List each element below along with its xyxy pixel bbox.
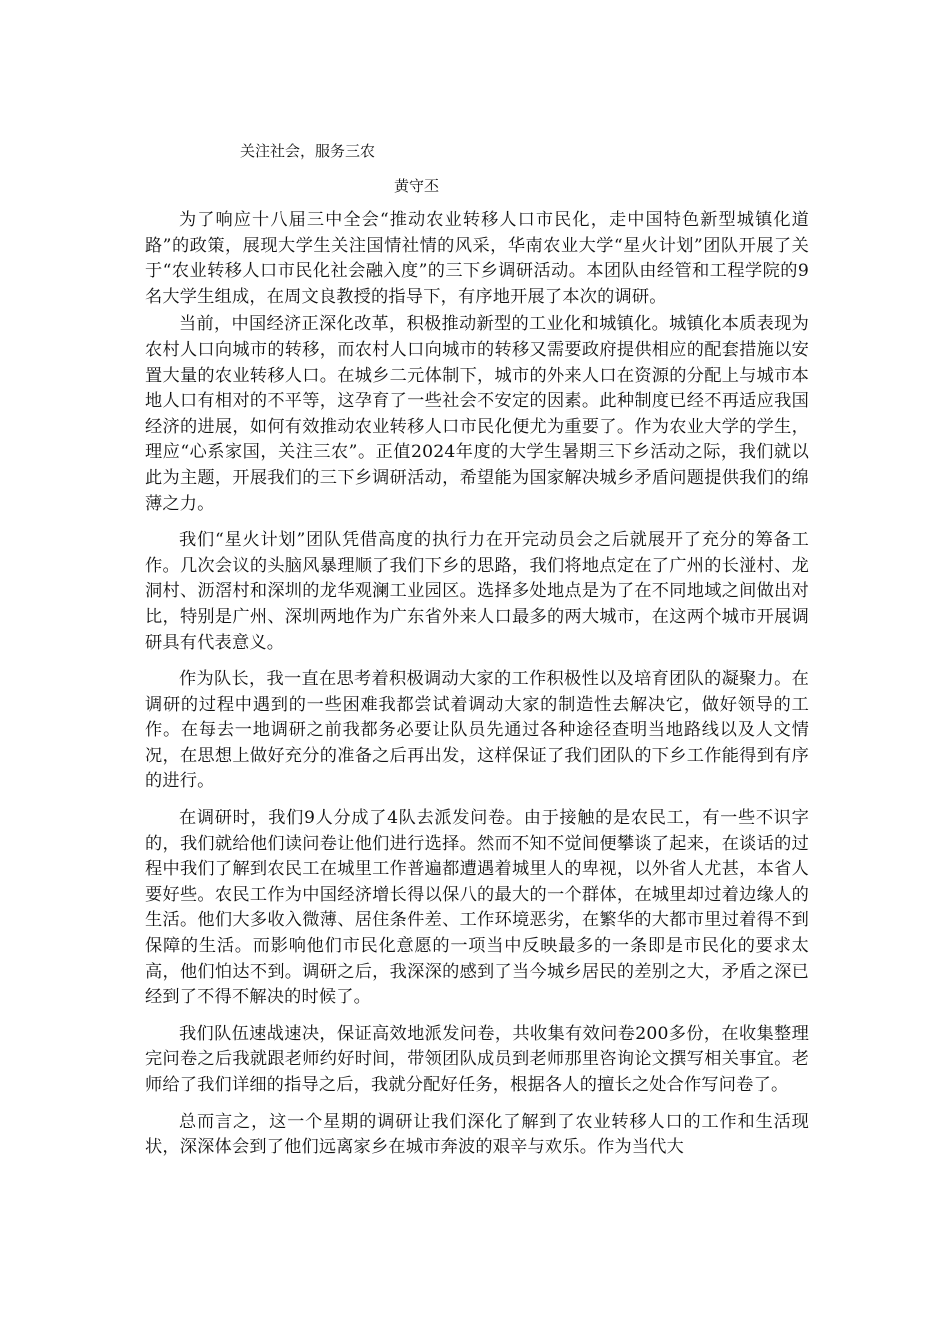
paragraph-6: 我们队伍速战速决，保证高效地派发问卷，共收集有效问卷200多份，在收集整理完问卷之后我就跟老师约好时间，带领团队成员到老师那里咨询论文撰写相关事宜。老师给了我们详细的指导之后，我就分配好任务，根据各人的擅长之处合作写问卷了。 — [145, 1023, 809, 1095]
paragraph-3: 我们“星火计划”团队凭借高度的执行力在开完动员会之后就展开了充分的筹备工作。几次会议的头脑风暴理顺了我们下乡的思路，我们将地点定在了广州的长湴村、龙洞村、沥滘村和深圳的龙华观澜工业园区。选择多处地点是为了在不同地域之间做出对比，特别是广州、深圳两地作为广东省外来人口最多的两大城市，在这两个城市开展调研具有代表意义。 — [145, 530, 809, 653]
paragraph-2: 当前，中国经济正深化改革，积极推动新型的工业化和城镇化。城镇化本质表现为农村人口向城市的转移，而农村人口向城市的转移又需要政府提供相应的配套措施以安置大量的农业转移人口。在城乡二元体制下，城市的外来人口在资源的分配上与城市本地人口有相对的不平等，这孕育了一些社会不安定的因素。此种制度已经不再适应我国经济的进展，如何有效推动农业转移人口市民化便尤为重要了。作为农业大学的学生，理应“心系家国，关注三农”。正值2024年度的大学生暑期三下乡活动之际，我们就以此为主题，开展我们的三下乡调研活动，希望能为国家解决城乡矛盾问题提供我们的绵薄之力。 — [145, 314, 809, 514]
document-body — [145, 208, 809, 1161]
paragraph-5: 在调研时，我们9人分成了4队去派发问卷。由于接触的是农民工，有一些不识字的，我们就给他们读问卷让他们进行选择。然而不知不觉间便攀谈了起来，在谈话的过程中我们了解到农民工在城里工作普遍都遭遇着城里人的卑视，以外省人尤甚，本省人要好些。农民工作为中国经济增长得以保八的最大的一个群体，在城里却过着边缘人的生活。他们大多收入微薄、居住条件差、工作环境恶劣，在繁华的大都市里过着得不到保障的生活。而影响他们市民化意愿的一项当中反映最多的一条即是市民化的要求太高，他们怕达不到。调研之后，我深深的感到了当今城乡居民的差别之大，矛盾之深已经到了不得不解决的时候了。 — [145, 808, 809, 1008]
paragraph-4: 作为队长，我一直在思考着积极调动大家的工作积极性以及培育团队的凝聚力。在调研的过程中遇到的一些困难我都尝试着调动大家的制造性去解决它，做好领导的工作。在每去一地调研之前我都务必要让队员先通过各种途径查明当地路线以及人文情况，在思想上做好充分的准备之后再出发，这样保证了我们团队的下乡工作能得到有序的进行。 — [145, 669, 809, 792]
paragraph-7: 总而言之，这一个星期的调研让我们深化了解到了农业转移人口的工作和生活现状，深深体会到了他们远离家乡在城市奔波的艰辛与欢乐。作为当代大 — [145, 1111, 809, 1158]
document-author: 黄守丕 — [394, 177, 440, 195]
paragraph-1: 为了响应十八届三中全会“推动农业转移人口市民化，走中国特色新型城镇化道路”的政策，展现大学生关注国情社情的风采，华南农业大学“星火计划”团队开展了关于“农业转移人口市民化社会融入度”的三下乡调研活动。本团队由经管和工程学院的9名大学生组成，在周文良教授的指导下，有序地开展了本次的调研。 — [145, 210, 809, 307]
document-title: 关注社会，服务三农 — [240, 142, 376, 160]
